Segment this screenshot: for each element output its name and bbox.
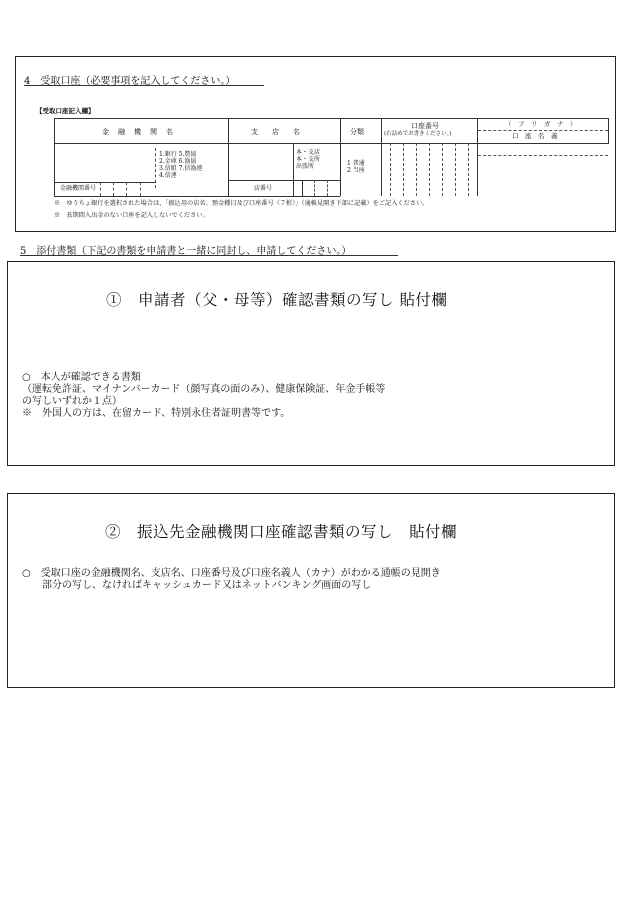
branch-type-list: 本・支店 本・支所 出張所 [296, 149, 321, 170]
branch-code-label: 店番号 [254, 185, 273, 192]
header-account-number: 口座番号 [411, 122, 439, 130]
section5-title-underline [20, 255, 398, 256]
header-furigana: （ フ リ ガ ナ ） [505, 120, 577, 128]
applicant-id-instructions: ○ 本人が確認できる書類 （運転免許証、マイナンバーカード（顔写真の面のみ）、健康保険証、年金手帳等 の写しいずれか１点） ※ 外国人の方は、在留カード、特別永住者証明書等です。 [22, 372, 386, 419]
header-bank-name: 金 融 機 関 名 [102, 128, 174, 136]
header-branch-name: 支 店 名 [251, 128, 300, 136]
form-label: 【受取口座記入欄】 [36, 107, 95, 115]
header-account-number-note: (右詰めでお書きください。) [384, 131, 452, 137]
account-type-list: 1 普通 2 当座 [347, 160, 365, 174]
header-classification: 分類 [350, 128, 364, 136]
section4-title: 4 受取口座（必要事項を記入してください。） [24, 76, 236, 87]
bank-type-list: 1.銀行 5.農協 2.金庫 6.漁協 3.信組 7.信漁連 4.信連 [159, 151, 203, 179]
note-yucho: ※ ゆうちょ銀行を選択された場合は、「振込用の店名、預金種目及び口座番号（７桁）」（通帳見開き下部に記載）をご記入ください。 [54, 200, 429, 207]
section4-title-underline [24, 85, 264, 86]
bank-account-instructions: ○ 受取口座の金融機関名、支店名、口座番号及び口座名義人（カナ）がわかる通帳の見開き 部分の写し、なければキャッシュカード又はネットバンキング画面の写し [22, 568, 441, 591]
bank-account-box-title: ② 振込先金融機関口座確認書類の写し 貼付欄 [105, 523, 458, 541]
note-dormant: ※ 長期間入出金のない口座を記入しないでください。 [54, 212, 209, 219]
applicant-id-box-title: ① 申請者（父・母等）確認書類の写し 貼付欄 [106, 291, 448, 309]
header-account-holder: 口 座 名 義 [512, 132, 558, 140]
section5-title: 5 添付書類（下記の書類を申請書と一緒に同封し、申請してください。） [20, 246, 352, 257]
bank-code-label: 金融機関番号 [60, 185, 97, 192]
